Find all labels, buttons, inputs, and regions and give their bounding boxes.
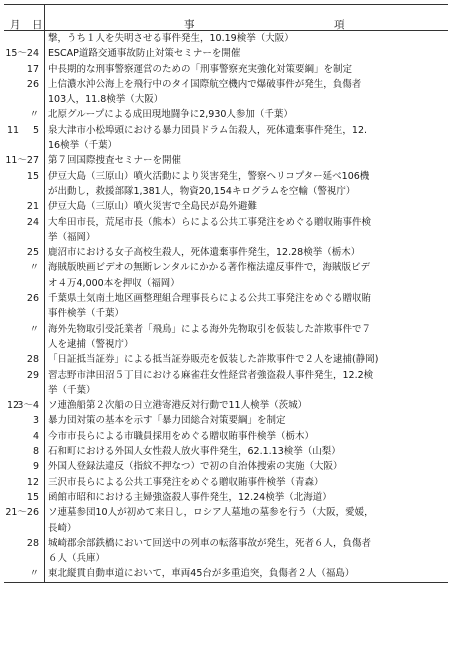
table-row <box>4 429 448 444</box>
event-header-char-2: 項 <box>334 18 345 31</box>
date-cell <box>4 536 45 567</box>
event-description: 上信濃水沖公海上を飛行中のタイ国際航空機内で爆破事件が発生，負傷者 103人，11.8検挙（大阪） <box>48 78 362 106</box>
table-row <box>4 368 448 399</box>
event-description: 撃，うち１人を失明させる事件発生，10.19検挙（大阪） <box>48 33 294 44</box>
table-row <box>4 199 448 214</box>
date-cell <box>4 444 45 459</box>
day-value: 12 <box>26 476 39 488</box>
event-description: 千葉県土気南土地区画整理組合理事長らによる公共工事発注をめぐる贈収賄 事件検挙（千葉） <box>48 293 372 320</box>
event-description: ソ連漁船第２次船の日立港寄港反対行動で11人検挙（茨城） <box>48 400 308 412</box>
day-value: 〃 <box>29 568 39 580</box>
event-description: 伊豆大島（三原山）噴火活動により災害発生，警察ヘリコプター延べ106機 が出動し，救援部隊1,381人，物資20,154キログラムを空輸（警視庁） <box>48 170 370 197</box>
day-value: 25 <box>26 247 39 259</box>
date-column-header <box>4 5 45 31</box>
table-row <box>4 444 448 459</box>
event-description: 海外先物取引受託業者「飛鳥」による海外先物取引を仮装した詐欺事件で７ 人を逮捕（警視庁） <box>48 323 372 350</box>
event-description: 函館市昭和における主婦強盗殺人事件発生，12.24検挙（北海道） <box>48 491 332 503</box>
table-row <box>4 169 448 200</box>
date-cell <box>4 429 45 444</box>
table-header-row <box>4 5 448 31</box>
day-value: 15 <box>26 170 39 182</box>
table-row <box>4 475 448 490</box>
month-header: 月 <box>10 18 21 31</box>
day-header: 日 <box>32 18 43 31</box>
event-description: 伊豆大島（三原山）噴火災害で全島民が島外避難 <box>48 201 258 213</box>
day-value: 21～26 <box>5 507 39 519</box>
event-description: 習志野市津田沼５丁目における麻雀荘女性経営者強盗殺人事件発生，12.2検 挙（千葉） <box>48 369 374 396</box>
date-cell <box>4 62 45 77</box>
event-description: 今市市長らによる市職員採用をめぐる贈収賄事件検挙（栃木） <box>48 430 315 442</box>
date-cell <box>4 505 45 536</box>
event-description: 海賊版映画ビデオの無断レンタルにかかる著作権法違反事件で，海賊版ビデ オ４万4,000本を押収（福岡） <box>48 262 371 289</box>
date-cell <box>4 31 45 47</box>
date-cell <box>4 215 45 246</box>
table-row <box>4 153 448 168</box>
table-row <box>4 459 448 474</box>
date-cell <box>4 77 45 108</box>
day-value: 8 <box>32 446 39 458</box>
day-value: 24 <box>26 216 39 228</box>
date-cell <box>4 153 45 168</box>
table-row <box>4 107 448 122</box>
month-value: 11 <box>7 124 20 136</box>
table-body <box>4 31 448 583</box>
day-value: 〃 <box>29 262 39 274</box>
event-description: 城崎郡余部鉄橋において回送中の列車の転落事故が発生，死者６人，負傷者 ６人（兵庫） <box>48 537 372 565</box>
event-description: 東北縦貫自動車道において，車両45台が多重追突，負傷者２人（福島） <box>45 566 449 582</box>
chronology-table <box>4 4 448 583</box>
table-row <box>4 46 448 61</box>
date-cell <box>4 398 45 413</box>
day-value: 21 <box>26 201 39 213</box>
date-cell <box>4 107 45 122</box>
event-description: 外国人登録法違反（指紋不押なつ）で初の自治体捜索の実施（大阪） <box>48 461 343 473</box>
day-value: 〃 <box>29 323 39 335</box>
day-value: 9 <box>32 461 39 473</box>
day-value: 28 <box>26 354 39 366</box>
event-description: 「日証抵当証券」による抵当証券販売を仮装した詐欺事件で２人を逮捕(静岡) <box>48 354 379 366</box>
event-description: 泉大津市小松埠頭における暴力団員ドラム缶殺人，死体遺棄事件発生，12. 16検挙（千葉） <box>48 124 368 152</box>
day-value: 26 <box>26 293 39 305</box>
event-column-header <box>45 5 449 31</box>
event-description: 暴力団対策の基本を示す「暴力団総合対策要綱」を制定 <box>48 415 286 427</box>
event-description: 中長期的な刑事警察運営のための「刑事警察充実強化対策要綱」を制定 <box>48 63 353 75</box>
day-value: 11～27 <box>5 155 39 167</box>
date-cell <box>4 413 45 428</box>
date-cell <box>4 123 45 154</box>
day-value: 28 <box>26 537 39 549</box>
event-description: ESCAP道路交通事故防止対策セミナーを開催 <box>48 48 241 60</box>
day-value: 〃 <box>29 109 39 121</box>
day-value: 15～24 <box>5 48 39 60</box>
table-row <box>4 566 448 582</box>
table-row <box>4 260 448 291</box>
table-row <box>4 215 448 246</box>
date-cell <box>4 352 45 367</box>
date-cell <box>4 368 45 399</box>
table-row <box>4 505 448 536</box>
event-description: 北原グループによる成田現地闘争に2,930人参加（千葉） <box>48 109 293 121</box>
day-value: 29 <box>26 369 39 381</box>
table-row <box>4 352 448 367</box>
table-row <box>4 398 448 413</box>
event-header-char-1: 事 <box>184 18 195 31</box>
day-value: 5 <box>32 124 39 136</box>
date-cell <box>4 199 45 214</box>
event-description: 三沢市長らによる公共工事発注をめぐる贈収賄事件検挙（青森） <box>48 476 324 488</box>
event-description: ソ連墓参団10人が初めて来日し，ロシア人墓地の墓参を行う（大阪，愛媛， 長崎） <box>48 507 374 534</box>
date-cell <box>4 475 45 490</box>
day-value: 26 <box>26 78 39 90</box>
month-value: 12 <box>7 400 20 412</box>
table-row <box>4 123 448 154</box>
table-row <box>4 31 448 47</box>
table-row <box>4 322 448 353</box>
date-cell <box>4 490 45 505</box>
date-cell <box>4 459 45 474</box>
date-cell <box>4 566 45 582</box>
day-value: 3 <box>32 415 39 427</box>
date-cell <box>4 46 45 61</box>
event-description: 第７回国際捜査セミナーを開催 <box>48 155 182 167</box>
day-value: 15 <box>26 491 39 503</box>
date-cell <box>4 260 45 291</box>
date-cell <box>4 169 45 200</box>
table-row <box>4 291 448 322</box>
table-row <box>4 490 448 505</box>
event-description: 鹿沼市における女子高校生殺人，死体遺棄事件発生，12.28検挙（栃木） <box>48 247 361 259</box>
date-cell <box>4 291 45 322</box>
table-row <box>4 536 448 567</box>
date-cell <box>4 322 45 353</box>
table-row <box>4 245 448 260</box>
event-description: 石和町における外国人女性殺人放火事件発生，62.1.13検挙（山梨） <box>48 446 341 458</box>
table-row <box>4 77 448 108</box>
table-row <box>4 413 448 428</box>
day-value: 4 <box>32 430 39 442</box>
table-row <box>4 62 448 77</box>
day-value: 3～4 <box>17 400 39 412</box>
day-value: 17 <box>26 63 39 75</box>
event-description: 大牟田市長，荒尾市長（熊本）らによる公共工事発注をめぐる贈収賄事件検 挙（福岡） <box>48 216 372 243</box>
date-cell <box>4 245 45 260</box>
